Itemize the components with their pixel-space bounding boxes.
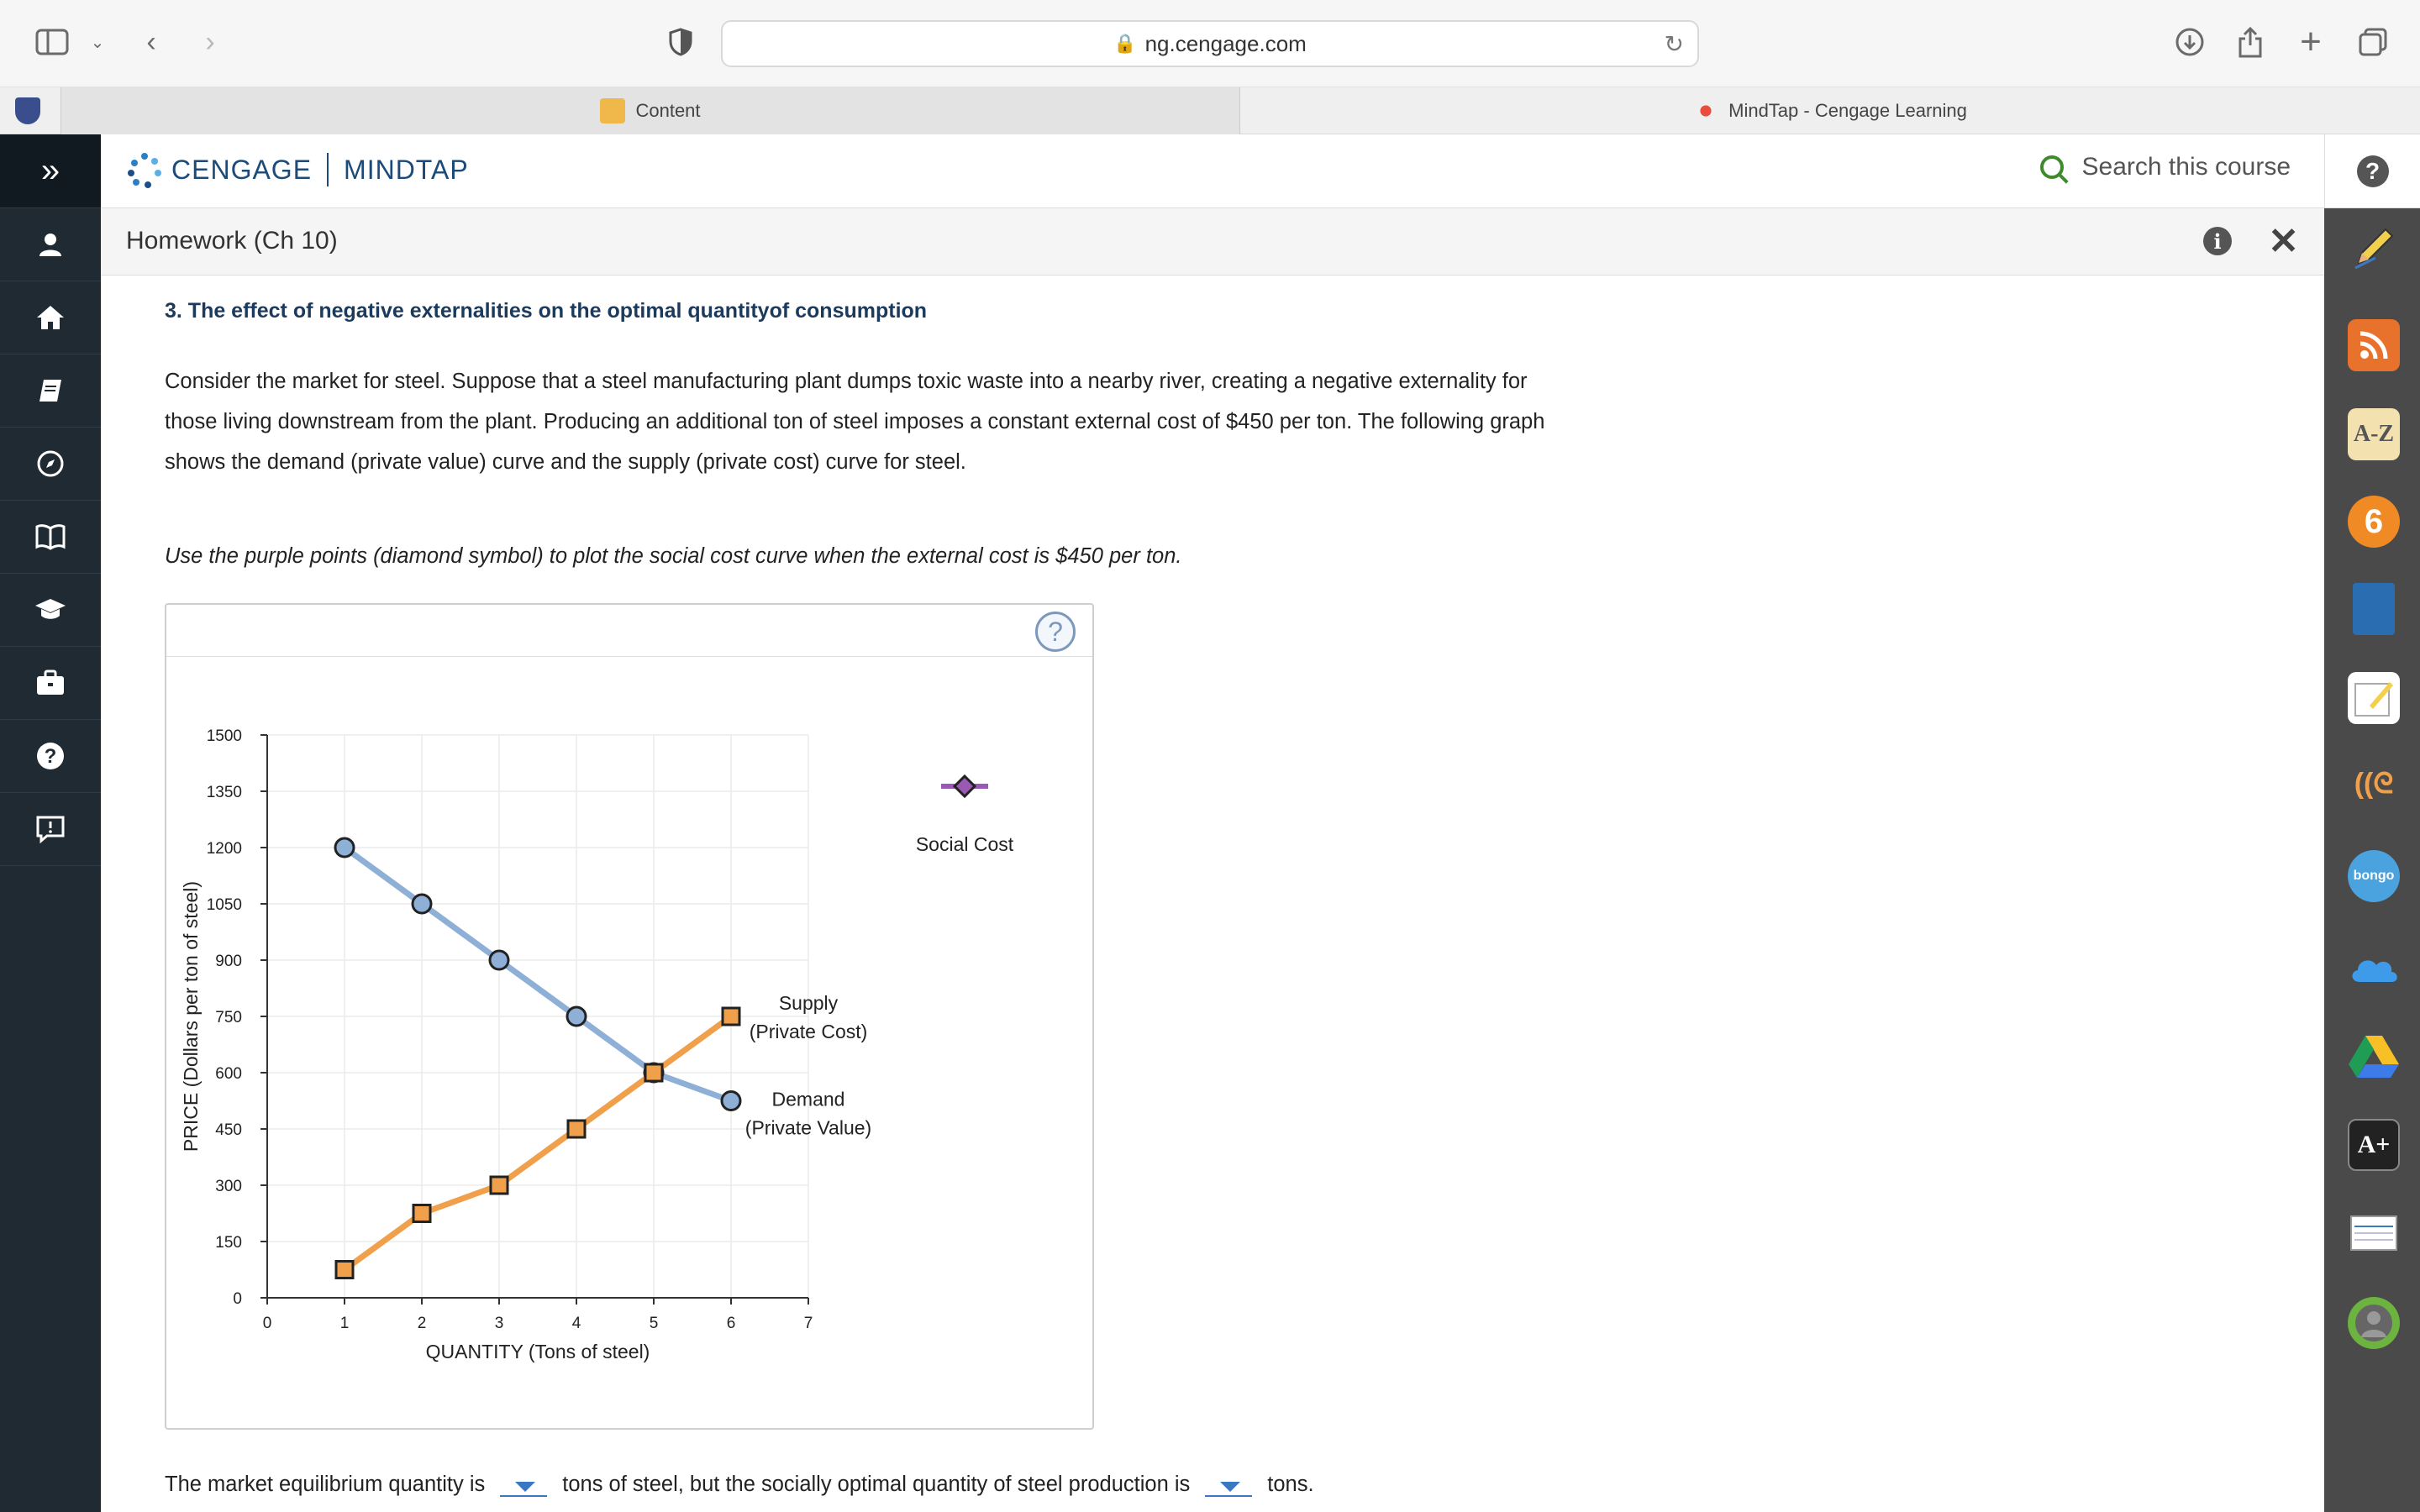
question-body bbox=[165, 361, 1694, 482]
y-tick-label: 600 bbox=[215, 1065, 242, 1083]
aplus-app-icon[interactable]: A+ bbox=[2348, 1119, 2400, 1171]
back-icon[interactable]: ‹ bbox=[146, 25, 156, 58]
help-icon[interactable] bbox=[0, 720, 101, 793]
expand-icon[interactable]: » bbox=[0, 134, 101, 208]
supply-curve-line bbox=[345, 1016, 731, 1270]
x-tick-label: 4 bbox=[571, 1315, 581, 1332]
app-header bbox=[101, 134, 2324, 208]
x-tick-label: 7 bbox=[803, 1315, 813, 1332]
x-tick-label: 2 bbox=[417, 1315, 427, 1332]
download-icon[interactable] bbox=[2170, 22, 2210, 62]
course-search[interactable] bbox=[2040, 153, 2291, 181]
briefcase-icon[interactable] bbox=[0, 647, 101, 720]
supply-point bbox=[645, 1064, 662, 1081]
question-body-line: those living downstream from the plant. Producing an additional ton of steel imposes a constant external cost of $450 per ton. The following graph bbox=[165, 410, 1545, 433]
question-body-line: Consider the market for steel. Suppose that a steel manufacturing plant dumps toxic waste into a nearby river, creating a negative externality for bbox=[165, 370, 1528, 393]
cengage-mindtap-logo[interactable] bbox=[126, 151, 469, 188]
sidebar-toggle-icon[interactable] bbox=[32, 22, 72, 62]
y-tick-label: 150 bbox=[215, 1234, 242, 1252]
home-icon[interactable] bbox=[0, 281, 101, 354]
answer-text-2: tons of steel, but the socially optimal quantity of steel production is bbox=[562, 1472, 1191, 1496]
flashcards-app-icon[interactable] bbox=[2348, 1208, 2400, 1260]
question-heading: 3. The effect of negative externalities on the optimal quantityof consumption bbox=[165, 299, 928, 323]
privacy-shield-icon[interactable] bbox=[660, 22, 701, 62]
tab-overview-icon[interactable] bbox=[2353, 22, 2393, 62]
pencil-tab-icon bbox=[600, 98, 625, 123]
forward-icon[interactable]: › bbox=[205, 25, 215, 58]
left-navigation bbox=[0, 134, 101, 1512]
x-tick-label: 6 bbox=[726, 1315, 736, 1332]
y-tick-label: 1350 bbox=[206, 784, 242, 801]
six-app-icon[interactable]: 6 bbox=[2348, 496, 2400, 548]
x-tick-label: 0 bbox=[262, 1315, 272, 1332]
x-tick-label: 1 bbox=[339, 1315, 350, 1332]
demand-curve-line bbox=[345, 848, 731, 1101]
graduation-cap-icon[interactable] bbox=[0, 574, 101, 647]
tab-content[interactable] bbox=[60, 87, 1240, 134]
rss-app-icon[interactable] bbox=[2348, 319, 2400, 371]
question-body-line: shows the demand (private value) curve and the supply (private cost) curve for steel. bbox=[165, 450, 966, 474]
pencil-app-icon[interactable] bbox=[2348, 222, 2400, 274]
question-instruction: Use the purple points (diamond symbol) to plot the social cost curve when the external cost is $450 per ton. bbox=[165, 544, 1182, 568]
answer-text-3: tons. bbox=[1267, 1472, 1314, 1496]
a-z-glossary-icon[interactable]: A-Z bbox=[2348, 408, 2400, 460]
new-tab-icon[interactable]: + bbox=[2300, 21, 2322, 62]
activity-title: Homework (Ch 10) bbox=[126, 227, 338, 255]
supply-point bbox=[491, 1177, 508, 1194]
browser-toolbar bbox=[0, 0, 2420, 87]
brand-name: CENGAGE bbox=[171, 154, 313, 185]
answer-text-1: The market equilibrium quantity is bbox=[165, 1472, 486, 1496]
supply-label: (Private Cost) bbox=[749, 1021, 868, 1042]
lock-icon: 🔒 bbox=[1113, 33, 1137, 54]
equilibrium-quantity-dropdown[interactable] bbox=[500, 1472, 547, 1497]
y-tick-label: 300 bbox=[215, 1178, 242, 1195]
book-icon[interactable] bbox=[0, 501, 101, 574]
demand-point bbox=[567, 1007, 586, 1026]
optimal-quantity-dropdown[interactable] bbox=[1205, 1472, 1252, 1497]
y-tick-label: 1050 bbox=[206, 896, 242, 914]
graph-canvas[interactable] bbox=[166, 659, 1091, 1423]
demand-label: Demand bbox=[771, 1088, 845, 1110]
tab-mindtap-label: MindTap - Cengage Learning bbox=[1728, 100, 1967, 121]
extension-shield-icon[interactable] bbox=[15, 97, 40, 124]
supply-point bbox=[413, 1205, 430, 1222]
notes-app-icon[interactable] bbox=[2348, 672, 2400, 724]
demand-point bbox=[335, 838, 354, 857]
notebook-icon[interactable] bbox=[0, 354, 101, 428]
product-name: MINDTAP bbox=[344, 154, 469, 185]
compass-icon[interactable] bbox=[0, 428, 101, 501]
info-icon[interactable]: i bbox=[2203, 227, 2232, 255]
graph-panel bbox=[165, 603, 1094, 1430]
tab-content-label: Content bbox=[635, 100, 701, 121]
user-icon[interactable] bbox=[0, 208, 101, 281]
feedback-icon[interactable] bbox=[0, 793, 101, 866]
google-drive-app-icon[interactable] bbox=[2348, 1030, 2400, 1082]
supply-point bbox=[723, 1008, 739, 1025]
tab-strip bbox=[0, 87, 2420, 134]
graph-toolbar bbox=[166, 605, 1092, 657]
y-tick-label: 1200 bbox=[206, 840, 242, 858]
reload-icon[interactable]: ↻ bbox=[1664, 30, 1684, 57]
demand-point bbox=[413, 895, 431, 913]
tab-mindtap[interactable] bbox=[1240, 87, 2420, 134]
supply-point bbox=[336, 1262, 353, 1278]
x-axis-title: QUANTITY (Tons of steel) bbox=[425, 1341, 650, 1362]
activity-titlebar bbox=[101, 208, 2324, 276]
demand-point bbox=[490, 951, 508, 969]
social-cost-diamond-icon bbox=[955, 776, 975, 796]
help-circle-icon: ? bbox=[2357, 155, 2389, 187]
profile-app-icon[interactable] bbox=[2348, 1297, 2400, 1349]
close-icon[interactable]: ✕ bbox=[2268, 221, 2299, 262]
readspeaker-app-icon[interactable]: ((ᘓ bbox=[2354, 767, 2394, 800]
graph-help-icon[interactable]: ? bbox=[1035, 612, 1076, 652]
answer-sentence bbox=[165, 1472, 1314, 1497]
logo-divider bbox=[327, 153, 329, 186]
svg-text:?: ? bbox=[44, 745, 57, 768]
right-app-rail bbox=[2324, 134, 2420, 1512]
address-bar[interactable] bbox=[721, 20, 1699, 67]
ebook-app-icon[interactable] bbox=[2353, 583, 2395, 635]
search-input[interactable]: Search this course bbox=[2081, 153, 2291, 181]
y-tick-label: 750 bbox=[215, 1009, 242, 1026]
cengage-logo-icon bbox=[126, 151, 163, 188]
y-axis-title: PRICE (Dollars per ton of steel) bbox=[180, 880, 202, 1152]
y-tick-label: 0 bbox=[233, 1290, 242, 1308]
cengage-tab-icon bbox=[1693, 98, 1718, 123]
y-tick-label: 1500 bbox=[206, 727, 242, 745]
demand-label: (Private Value) bbox=[744, 1116, 872, 1139]
supply-point bbox=[568, 1121, 585, 1137]
demand-point bbox=[722, 1092, 740, 1110]
onedrive-app-icon[interactable] bbox=[2348, 941, 2400, 993]
url-text: ng.cengage.com bbox=[1144, 30, 1307, 56]
x-tick-label: 5 bbox=[649, 1315, 659, 1332]
y-tick-label: 450 bbox=[215, 1121, 242, 1139]
y-tick-label: 900 bbox=[215, 953, 242, 970]
social-cost-legend-label: Social Cost bbox=[915, 833, 1014, 855]
share-icon[interactable] bbox=[2230, 22, 2270, 62]
x-tick-label: 3 bbox=[494, 1315, 504, 1332]
help-button[interactable] bbox=[2324, 134, 2420, 208]
search-icon bbox=[2040, 155, 2064, 179]
bongo-app-icon[interactable]: bongo bbox=[2348, 850, 2400, 902]
chevron-down-icon[interactable]: ⌄ bbox=[90, 33, 105, 52]
supply-label: Supply bbox=[778, 992, 839, 1014]
